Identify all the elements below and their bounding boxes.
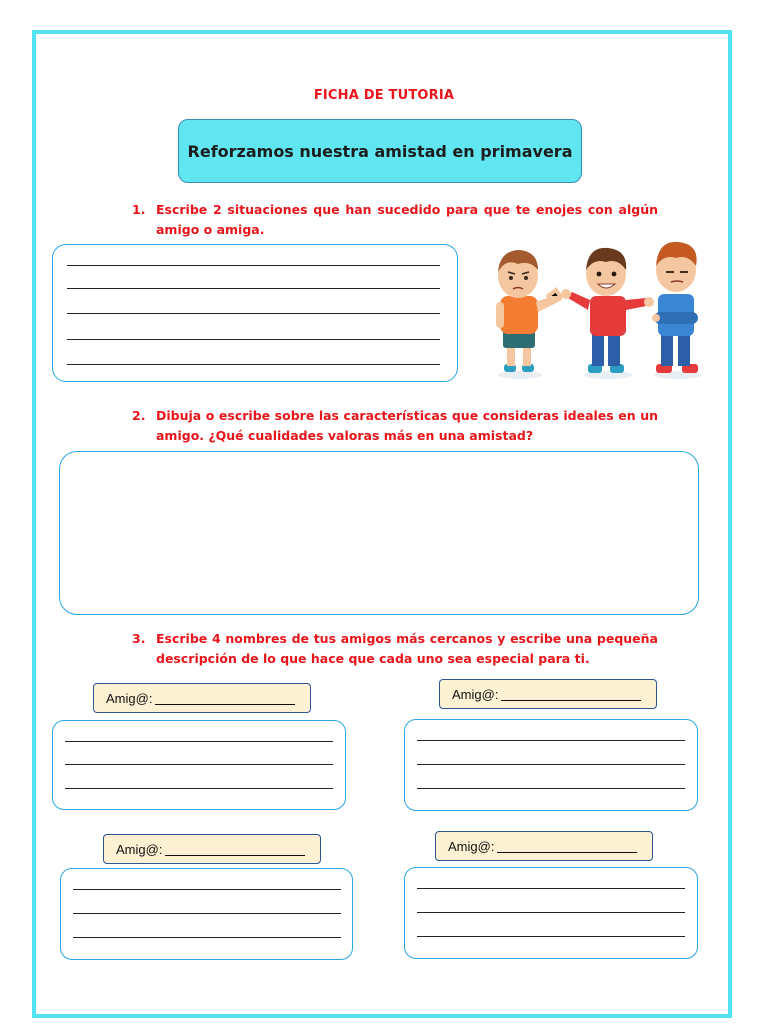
question-1-text: Escribe 2 situaciones que han sucedido para que te enojes con algún amigo o amiga.	[156, 202, 658, 237]
writing-line	[417, 888, 685, 889]
question-2-number: 2.	[132, 408, 146, 423]
friend-description-box-4[interactable]	[404, 867, 698, 959]
name-blank	[165, 843, 305, 856]
friend-label: Amig@:	[116, 841, 163, 857]
writing-line	[67, 313, 440, 314]
writing-line	[67, 265, 440, 266]
friend-description-box-2[interactable]	[404, 719, 698, 811]
writing-line	[65, 741, 333, 742]
question-1	[132, 200, 658, 240]
writing-line	[73, 937, 341, 938]
question-3-text: Escribe 4 nombres de tus amigos más cercanos y escribe una pequeña descripción de lo que hace que cada uno sea especial para ti.	[156, 631, 658, 666]
writing-line	[417, 740, 685, 741]
writing-line	[417, 788, 685, 789]
friend-label: Amig@:	[452, 686, 499, 702]
writing-line	[73, 889, 341, 890]
answer-box-2[interactable]	[59, 451, 699, 615]
question-2	[132, 406, 658, 446]
question-3-number: 3.	[132, 631, 146, 646]
friend-name-field-2[interactable]	[439, 679, 657, 709]
writing-line	[67, 339, 440, 340]
writing-line	[73, 913, 341, 914]
friend-name-field-4[interactable]	[435, 831, 653, 861]
friend-name-field-1[interactable]	[93, 683, 311, 713]
kid-left	[496, 250, 562, 379]
friend-name-field-3[interactable]	[103, 834, 321, 864]
answer-box-1[interactable]	[52, 244, 458, 382]
writing-line	[417, 764, 685, 765]
question-1-number: 1.	[132, 202, 146, 217]
kid-middle	[561, 248, 654, 379]
three-kids-illustration	[478, 236, 714, 382]
writing-line	[67, 364, 440, 365]
writing-line	[417, 936, 685, 937]
friend-description-box-3[interactable]	[60, 868, 353, 960]
name-blank	[497, 840, 637, 853]
friend-label: Amig@:	[448, 838, 495, 854]
name-blank	[501, 688, 641, 701]
writing-line	[65, 764, 333, 765]
friend-label: Amig@:	[106, 690, 153, 706]
worksheet-title: FICHA DE TUTORIA	[313, 88, 455, 103]
question-2-text: Dibuja o escribe sobre las características que consideras ideales en un amigo. ¿Qué cualidades valoras más en una amistad?	[156, 408, 658, 443]
writing-line	[67, 288, 440, 289]
friend-description-box-1[interactable]	[52, 720, 346, 810]
name-blank	[155, 692, 295, 705]
topic-banner-text: Reforzamos nuestra amistad en primavera	[187, 141, 573, 161]
topic-banner	[178, 119, 582, 183]
kid-right	[652, 242, 702, 379]
writing-line	[65, 788, 333, 789]
question-3	[132, 629, 658, 669]
writing-line	[417, 912, 685, 913]
